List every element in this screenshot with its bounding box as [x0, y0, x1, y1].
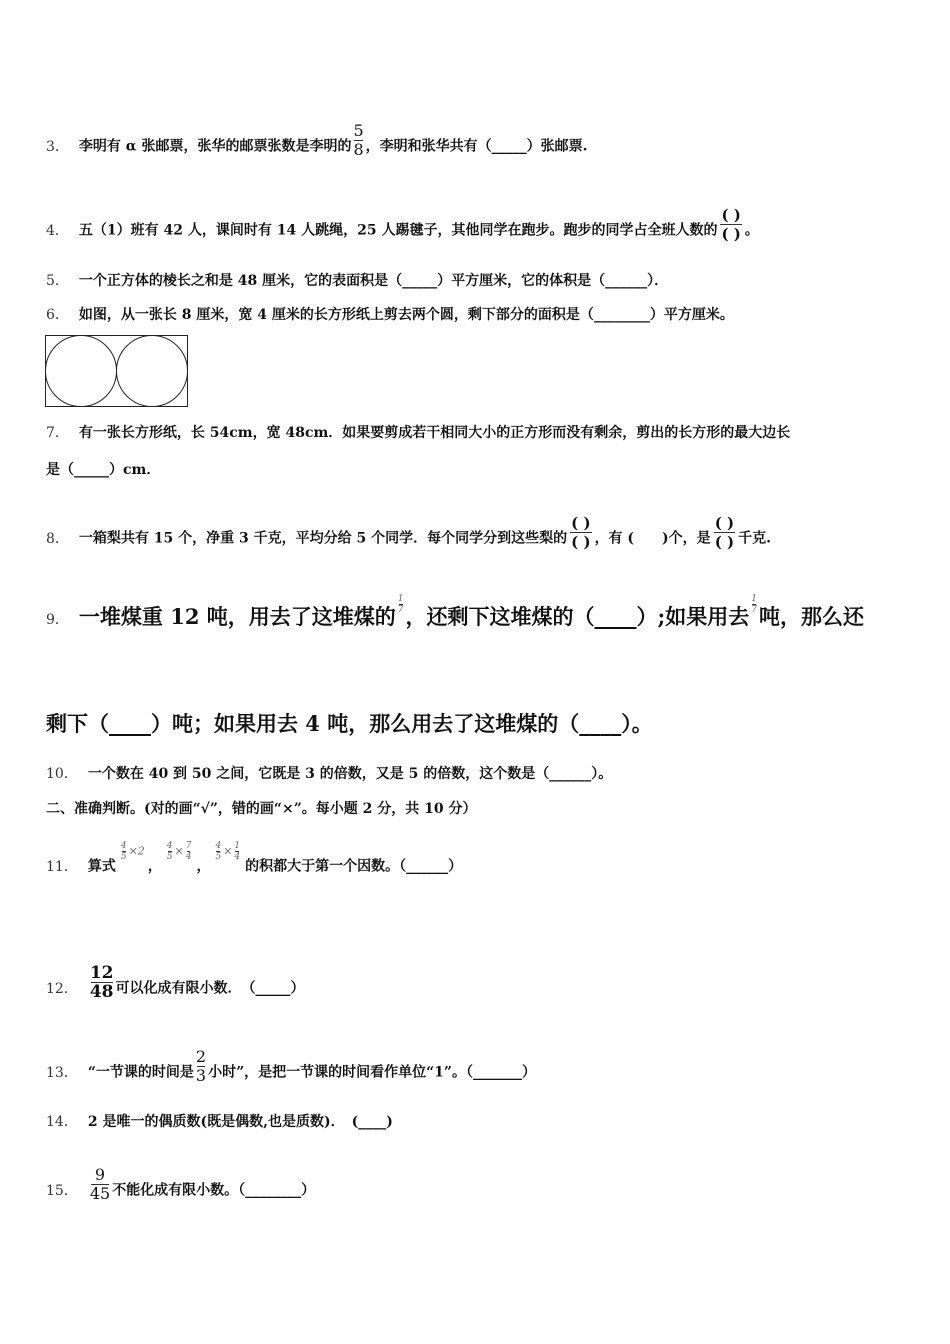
question-number: 6． [46, 307, 69, 323]
numerator: 4 [166, 841, 173, 851]
rectangle-two-circles-figure [45, 335, 189, 409]
question-text: “一节课的时间是 [87, 1064, 194, 1081]
numerator: 7 [185, 841, 192, 851]
numerator: 9 [94, 1165, 106, 1184]
denominator: ( ) [571, 533, 591, 551]
question-text: 可以化成有限小数． （_____） [115, 980, 305, 997]
question-number: 10． [46, 766, 78, 782]
question-7 [46, 424, 790, 442]
question-text: ，有 ( )个，是 [594, 530, 711, 547]
question-text: 李明有 α 张邮票，张华的邮票张数是李明的 [78, 138, 352, 155]
operator: ×2 [128, 844, 145, 858]
question-text: 一箱梨共有 15 个，净重 3 千克，平均分给 5 个同学．每个同学分到这些梨的 [78, 530, 568, 547]
fraction [398, 594, 404, 615]
separator: ， [196, 858, 211, 875]
question-text: 是（_____）cm． [46, 462, 161, 478]
question-text: 的积都大于第一个因数。（______） [245, 858, 463, 875]
question-text: 吨，那么还 [759, 604, 865, 629]
question-text: 千克. [738, 530, 771, 547]
numerator: 1 [234, 841, 241, 851]
question-number: 11． [46, 858, 78, 875]
fraction [167, 841, 173, 862]
question-text: 。 [744, 222, 759, 239]
denominator: ( ) [714, 533, 735, 551]
denominator: 4 [185, 852, 192, 862]
question-text: 五（1）班有 42 人，课间时有 14 人跳绳，25 人踢毽子，其他同学在跑步。跑步的同学占全班人数的 [78, 222, 718, 239]
denominator: 45 [89, 1184, 111, 1203]
question-12 [46, 963, 305, 1007]
fraction [121, 841, 127, 862]
question-text: 如图，从一张长 8 厘米，宽 4 厘米的长方形纸上剪去两个圆，剩下部分的面积是（________）平方厘米。 [78, 307, 734, 323]
blank-fraction[interactable] [719, 206, 742, 243]
blank-fraction[interactable] [569, 514, 592, 551]
numerator: ( ) [721, 206, 741, 224]
blank-fraction[interactable] [713, 514, 736, 551]
question-number: 12． [46, 980, 78, 997]
question-text: 一堆煤重 12 吨，用去了这堆煤的 [78, 604, 396, 629]
right-circle [117, 336, 188, 407]
denominator: ( ) [721, 225, 741, 243]
question-10 [46, 765, 612, 783]
expression-2 [165, 841, 194, 862]
fraction [751, 594, 757, 615]
numerator: 4 [215, 841, 222, 851]
denominator: 5 [215, 852, 222, 862]
operator: × [174, 844, 184, 858]
question-number: 3． [46, 138, 69, 155]
fraction [353, 122, 363, 159]
numerator: 1 [751, 594, 758, 604]
denominator: 7 [397, 605, 404, 615]
expression-3 [213, 841, 242, 862]
question-number: 8． [46, 530, 69, 547]
fraction [90, 1166, 110, 1203]
question-text: 2 是唯一的偶质数(既是偶数,也是质数)． (____) [87, 1114, 393, 1130]
numerator: ( ) [714, 514, 735, 532]
question-text: 算式 [87, 858, 116, 875]
question-number: 7． [46, 425, 69, 441]
question-text: ，还剩下这堆煤的（____）;如果用去 [405, 604, 750, 629]
fraction [90, 964, 114, 1001]
denominator: 5 [120, 852, 127, 862]
fraction [215, 841, 221, 862]
denominator: 8 [353, 140, 364, 159]
question-7-continued [46, 461, 160, 479]
question-8 [46, 514, 771, 557]
numerator: 5 [353, 121, 364, 140]
numerator: 2 [195, 1047, 207, 1066]
section-title: 二、准确判断。(对的画“√”，错的画“×”。每小题 2 分，共 10 分） [46, 801, 477, 817]
fraction [234, 841, 240, 862]
denominator: 4 [234, 852, 241, 862]
fraction [196, 1048, 206, 1085]
left-circle [46, 336, 117, 407]
question-13 [46, 1047, 536, 1091]
question-number: 9． [46, 612, 69, 628]
question-5 [46, 272, 668, 290]
question-3 [46, 121, 588, 165]
denominator: 3 [195, 1066, 207, 1085]
question-9 [46, 594, 865, 633]
question-text: ，李明和张华共有（_____）张邮票. [365, 138, 588, 155]
question-14 [46, 1113, 393, 1131]
question-number: 14． [46, 1114, 78, 1130]
numerator: 12 [89, 963, 114, 983]
question-text: 一个正方体的棱长之和是 48 厘米，它的表面积是（_____）平方厘米，它的体积是（______）． [78, 273, 669, 289]
expression-1 [119, 841, 145, 862]
question-number: 13． [46, 1064, 78, 1081]
numerator: ( ) [571, 514, 591, 532]
question-text: 有一张长方形纸，长 54cm，宽 48cm．如果要剪成若干相同大小的正方形而没有剩余，剪出的长方形的最大边长 [78, 425, 791, 441]
operator: × [223, 844, 233, 858]
question-text: 剩下（____）吨；如果用去 4 吨，那么用去了这堆煤的（____）。 [46, 711, 653, 736]
question-number: 15． [46, 1182, 78, 1199]
section-heading [46, 800, 477, 818]
question-15 [46, 1165, 316, 1209]
numerator: 4 [120, 841, 127, 851]
denominator: 48 [89, 982, 114, 1002]
question-11 [46, 841, 463, 878]
question-number: 4． [46, 222, 69, 239]
numerator: 1 [397, 594, 404, 604]
question-text: 小时”，是把一节课的时间看作单位“1”。（_______） [208, 1064, 536, 1081]
question-9-continued [46, 711, 653, 737]
question-number: 5． [46, 273, 69, 289]
question-6 [46, 306, 734, 324]
denominator: 5 [166, 852, 173, 862]
question-4 [46, 206, 759, 249]
fraction [186, 841, 192, 862]
question-text: 不能化成有限小数。（________） [112, 1182, 316, 1199]
separator: ， [147, 858, 162, 875]
question-text: 一个数在 40 到 50 之间，它既是 3 的倍数，又是 5 的倍数，这个数是（______）。 [87, 766, 613, 782]
denominator: 7 [751, 605, 758, 615]
